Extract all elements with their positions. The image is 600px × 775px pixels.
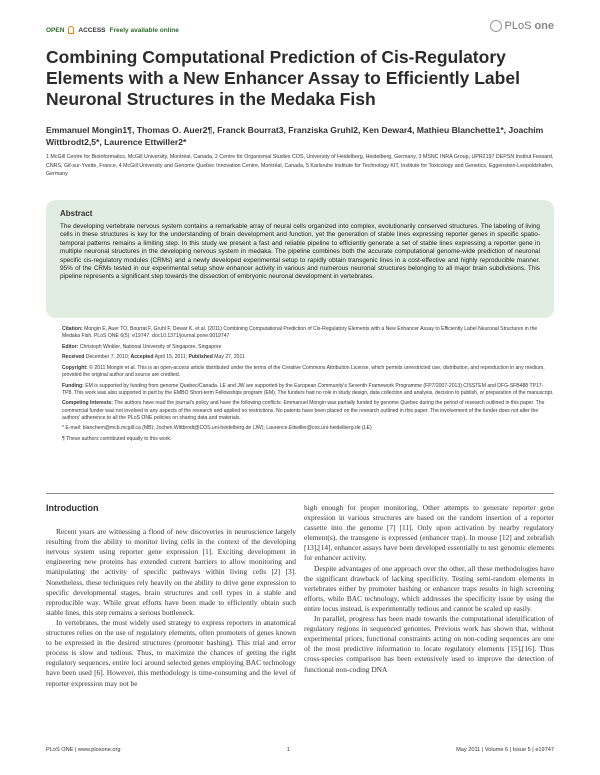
page-footer <box>46 747 554 753</box>
paragraph: Recent years are witnessing a flood of new discoveries in neuroscience largely resulting from the ability to monitor living cells in the context of the developing nervous system using reporter gene expression [1]. Exciting development in engineering new proteins has extended current barriers to allow monitoring and manipulating the activity of specific pathways within living cells [2] [3]. Nonetheless, these techniques rely heavily on the ability to drive gene expression to specific developmental stages, brain structures and cell types in a stable and reproducible way. While great efforts have been made to efficiently obtain such stable lines, this step remains a serious bottleneck. <box>46 527 296 617</box>
paragraph: In vertebrates, the most widely used strategy to express reporters in anatomical structures relies on the use of regulatory elements, often promoters of genes known to be expressed in the desired structures (promoter bashing). This trial and error process is slow and tedious. Thus, to maximize the chances of getting the right regulatory sequences, entire loci around selected genes employing BAC technology have been used [6]. However, this methodology is time-consuming and the level of reporter expression may not be <box>46 617 296 688</box>
funding: Funding: EM is supported by funding from genome Quebec/Canada. LE and JW are supported by the European Community's Seventh Framework Programme (FP7/2007-2013) CISSTEM and DFG-SFB488 TP17-TP8. This work was also supported in part by the EMBO Short-term Fellowships program (EM). The funders had no role in study design, data collection and analysis, decision to publish, or preparation of the manuscript. <box>62 382 554 396</box>
plos-one-logo <box>490 20 554 32</box>
open-access-lock-icon <box>68 26 74 34</box>
abstract-box <box>46 200 554 318</box>
citation: Citation: Mongin E, Auer TO, Bourrat F, Gruhl F, Dewar K, et al. (2011) Combining Computational Prediction of Cis-Regulatory Elements with a New Enhancer Assay to Efficiently Label Neuronal Structures in the Medaka Fish. PLoS ONE 6(5): e19747. doi:10.1371/journal.pone.0019747 <box>62 326 538 340</box>
open-label: OPEN <box>46 26 65 34</box>
abstract-heading: Abstract <box>60 209 93 218</box>
article-metadata <box>62 326 554 446</box>
affiliations: 1 McGill Centre for Bioinformatics, McGill University, Montréal, Canada, 2 Centre for Organismal Studies COS, University of Heidelberg, Heidelberg, Germany, 3 MSNC INRA Group, UPR2197 DEPSN Institut Fessard, CNRS, Gif-sur-Yvette, France, 4 McGill University and Genome Quebec Innovation Centre, Montréal, Canada, 5 Karlsruhe Institute for Technology KIT, Institute for Toxicology and Genetics, Eggenstein-Leopoldshafen, Germany <box>46 154 554 177</box>
dates: Received December 7, 2010; Accepted April 15, 2011; Published May 27, 2011 <box>62 354 245 361</box>
paragraph: In parallel, progress has been made towards the computational identification of regulatory regions in sequenced genomes. Previous work has shown that, without experimental priors, functional constraints acting on non-coding sequences are one of the most predictive information to locate regulatory elements [15],[16]. Thus cross-species comparison has been extensively used to improve the detection of functional non-coding DNA <box>304 614 554 674</box>
footer-journal: PLoS ONE | www.plosone.org <box>46 747 121 753</box>
abstract-text: The developing vertebrate nervous system contains a remarkable array of neural cells organized into complex, evolutionarily conserved structures. The labeling of living cells in these structures is key for the understanding of brain development and function, yet the generation of stable lines expressing reporter genes in specific spatio-temporal patterns remains a limiting step. In this study we present a fast and reliable pipeline to efficiently generate a set of stable lines expressing a reporter gene in multiple neuronal structures in the developing nervous system in medaka. The pipeline combines both the accurate computational genome-wide prediction of neuronal specific cis-regulatory modules (CRMs) and a newly developed experimental setup to rapidly obtain transgenic lines in a cost-effective and highly reproducible manner. 95% of the CRMs tested in our experimental setup show enhancer activity in various and numerous neuronal structures belonging to all major brain subdivisions. This pipeline represents a significant step towards the dissection of embryonic neuronal development in vertebrates. <box>60 223 540 281</box>
paragraph: high enough for proper monitoring. Other attempts to generate reporter gene expression in various structures are based on the random insertion of a reporter cassette into the genome [7] [11]. Only upon activation by nearby regulatory element(s), the transgene is expressed (enhancer trap). In mouse [12] and zebrafish [13],[14], enhancer assays have been developed essentially to test genomic elements for enhancer activity. <box>304 503 554 563</box>
intro-heading: Introduction <box>46 503 99 513</box>
paper-title: Combining Computational Prediction of Cis-Regulatory Elements with a New Enhancer Assay to Efficiently Label Neuronal Structures in the Medaka Fish <box>46 47 520 109</box>
logo-plos-text: PLoS <box>504 20 532 32</box>
equal-contribution: ¶ These authors contributed equally to this work. <box>62 435 172 442</box>
author-list: Emmanuel Mongin1¶, Thomas O. Auer2¶, Franck Bourrat3, Franziska Gruhl2, Ken Dewar4, Mathieu Blanchette1*, Joachim Wittbrodt2,5*, Laurence Ettwiller2* <box>46 125 544 147</box>
paragraph: Despite advantages of one approach over the other, all these methodologies have the significant drawback of lacking specificity. Testing semi-random elements in vertebrates either by promoter bashing or enhancer traps results in high screening efforts, while BAC technology, which addresses the specificity issue by using the entire locus instead, is experimentally tedious and cannot be scaled up easily. <box>304 563 554 613</box>
section-divider <box>46 493 554 494</box>
plos-globe-icon <box>490 20 502 32</box>
freely-available-label: Freely available online <box>109 26 179 34</box>
left-column <box>46 503 296 689</box>
open-access-banner <box>46 26 179 34</box>
competing-interests: Competing Interests: The authors have read the journal's policy and have the following conflicts: Emmanuel Mongin was partially funded by genome Quebec during the period of research outlined in this paper. The commercial funder was not involved in any aspects of the research and applied no restrictions. No patents have been placed on the research outlined in this paper. The involvement of the funder does not alter the authors' adherence to all the PLoS ONE policies on sharing data and materials. <box>62 400 545 421</box>
page-number: 1 <box>286 747 290 753</box>
editor: Editor: Christoph Winkler, National University of Singapore, Singapore <box>62 343 222 350</box>
right-column <box>304 503 554 675</box>
footer-issue: May 2011 | Volume 6 | Issue 5 | e19747 <box>456 747 554 753</box>
copyright: Copyright: © 2011 Mongin et al. This is an open-access article distributed under the terms of the Creative Commons Attribution License, which permits unrestricted use, distribution, and reproduction in any medium, provided the original author and source are credited. <box>62 364 545 379</box>
access-label: ACCESS <box>78 26 106 34</box>
email: * E-mail: blanchem@mcb.mcgill.ca (MB); Jochen.Wittbrodt@COS.uni-heidelberg.de (JW); Laurence.Ettwiller@cos.uni-heidelberg.de (LE) <box>62 425 372 432</box>
logo-one-text: one <box>534 20 554 32</box>
